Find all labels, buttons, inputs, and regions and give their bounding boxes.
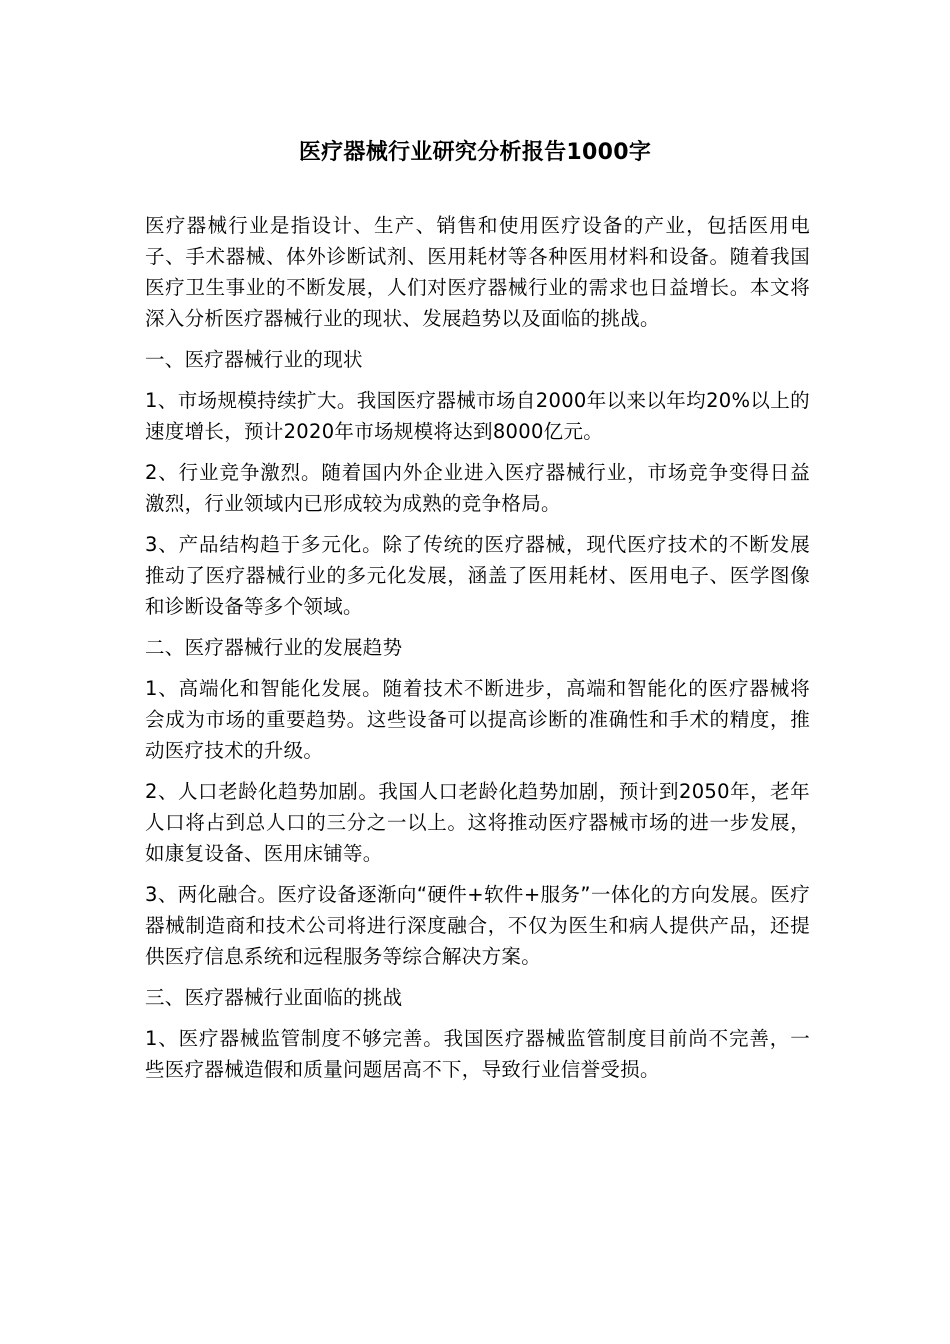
paragraph: 3、两化融合。医疗设备逐渐向“硬件+软件+服务”一体化的方向发展。医疗器械制造商和技术公司将进行深度融合，不仅为医生和病人提供产品，还提供医疗信息系统和远程服务等综合解决方案。: [145, 883, 810, 968]
paragraph: 1、高端化和智能化发展。随着技术不断进步，高端和智能化的医疗器械将会成为市场的重要趋势。这些设备可以提高诊断的准确性和手术的精度，推动医疗技术的升级。: [145, 677, 810, 762]
paragraph: 3、产品结构趋于多元化。除了传统的医疗器械，现代医疗技术的不断发展推动了医疗器械行业的多元化发展，涵盖了医用耗材、医用电子、医学图像和诊断设备等多个领域。: [145, 533, 810, 618]
paragraph: 1、医疗器械监管制度不够完善。我国医疗器械监管制度目前尚不完善，一些医疗器械造假和质量问题居高不下，导致行业信誉受损。: [145, 1027, 810, 1081]
section-heading-challenges: 三、医疗器械行业面临的挑战: [145, 986, 403, 1009]
intro-paragraph: 医疗器械行业是指设计、生产、销售和使用医疗设备的产业，包括医用电子、手术器械、体外诊断试剂、医用耗材等各种医用材料和设备。随着我国医疗卫生事业的不断发展，人们对医疗器械行业的需求也日益增长。本文将深入分析医疗器械行业的现状、发展趋势以及面临的挑战。: [145, 214, 810, 330]
section-heading-status: 一、医疗器械行业的现状: [145, 348, 363, 371]
document-title: 医疗器械行业研究分析报告1000字: [298, 140, 652, 165]
paragraph: 2、人口老龄化趋势加剧。我国人口老龄化趋势加剧，预计到2050年，老年人口将占到总人口的三分之一以上。这将推动医疗器械市场的进一步发展，如康复设备、医用床铺等。: [145, 780, 810, 865]
paragraph: 1、市场规模持续扩大。我国医疗器械市场自2000年以来以年均20%以上的速度增长，预计2020年市场规模将达到8000亿元。: [145, 389, 810, 443]
paragraph: 2、行业竞争激烈。随着国内外企业进入医疗器械行业，市场竞争变得日益激烈，行业领域内已形成较为成熟的竞争格局。: [145, 461, 810, 515]
document-body: [145, 210, 810, 1095]
section-heading-trends: 二、医疗器械行业的发展趋势: [145, 636, 403, 659]
